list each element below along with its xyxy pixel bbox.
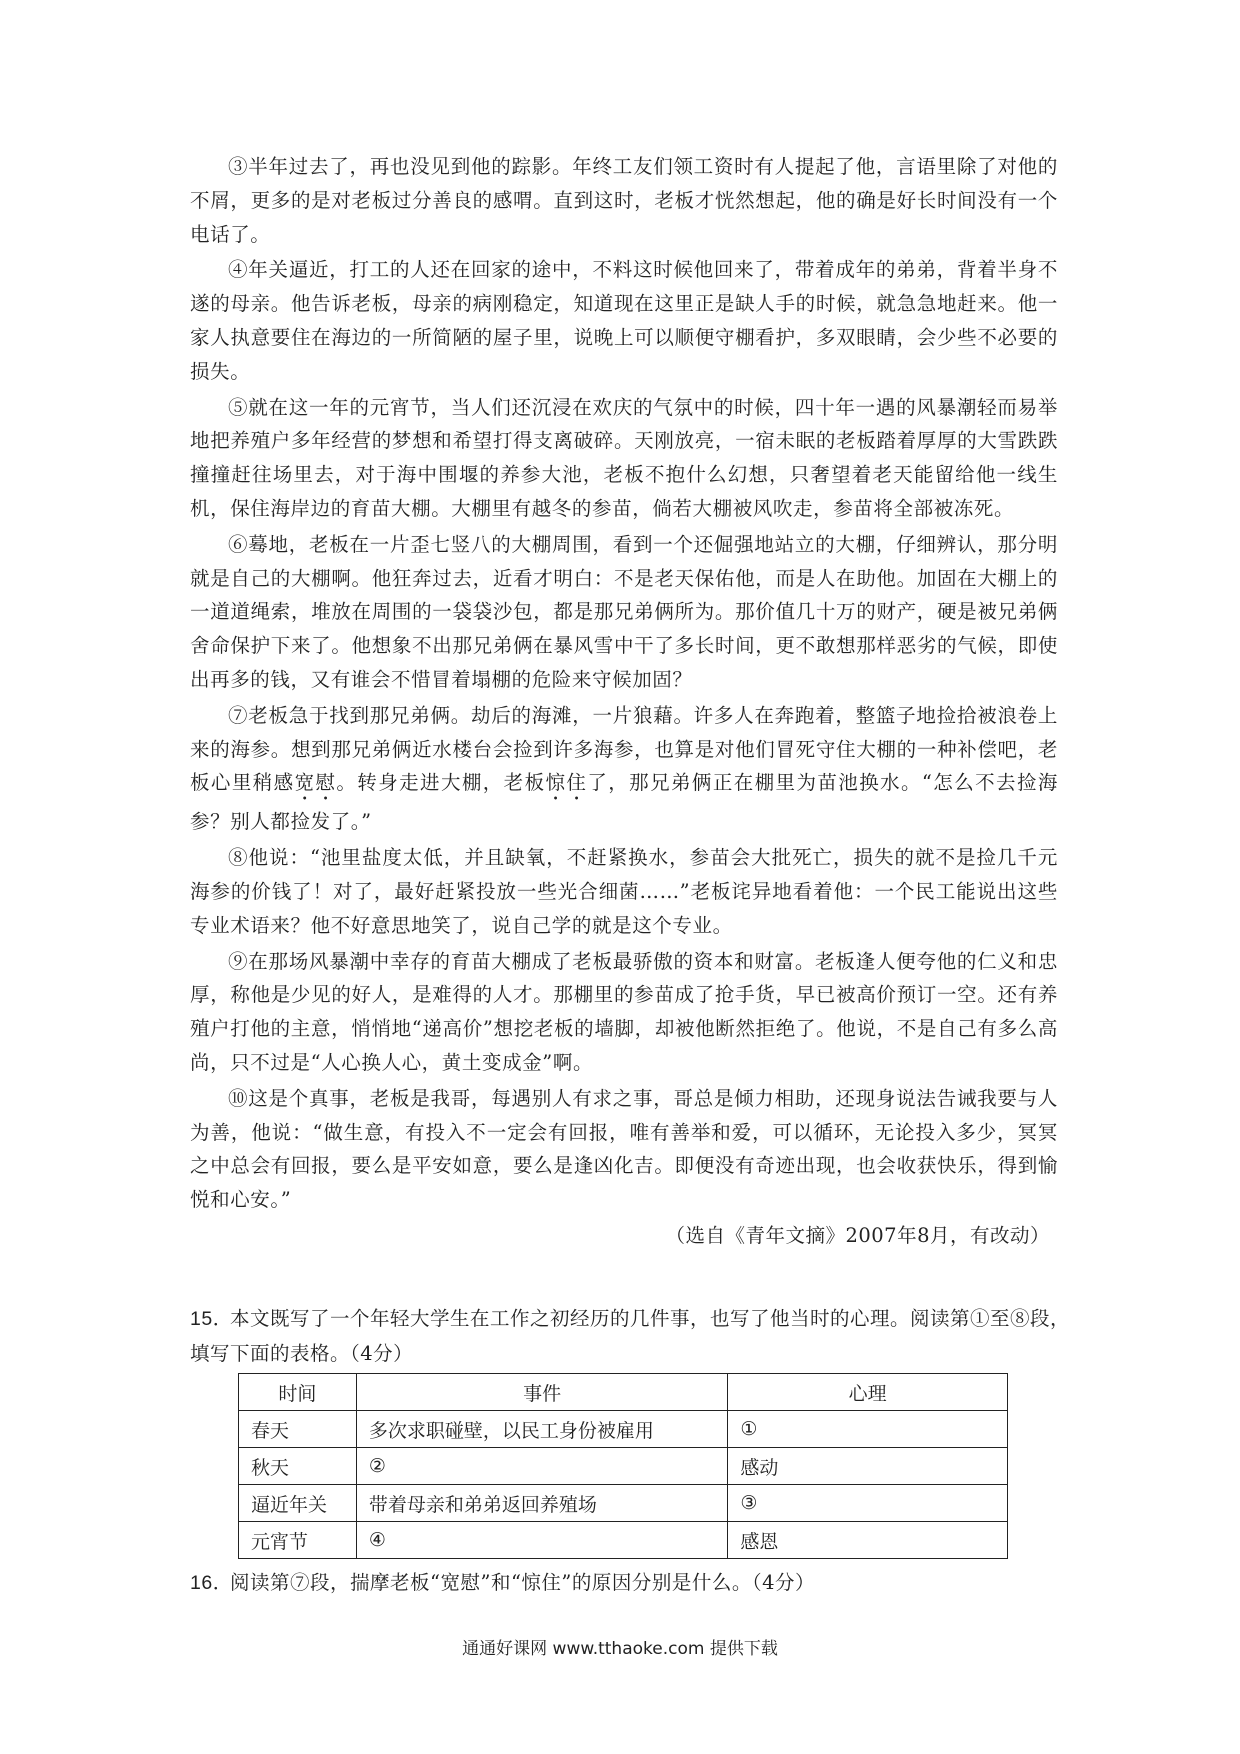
paragraph-6: ⑥蓦地，老板在一片歪七竖八的大棚周围，看到一个还倔强地站立的大棚，仔细辨认，那分明就是自己的大棚啊。他狂奔过去，近看才明白：不是老天保佑他，而是人在助他。加固在大棚上的一道道绳索，堆放在周围的一袋袋沙包，都是那兄弟俩所为。那价值几十万的财产，硬是被兄弟俩舍命保护下来了。他想象不出那兄弟俩在暴风雪中干了多长时间，更不敢想那样恶劣的气候，即使出再多的钱，又有谁会不惜冒着塌棚的危险来守候加固？ — [190, 532, 1058, 691]
question-15-number: 15． — [190, 1308, 233, 1330]
header-psychology: 心理 — [728, 1374, 1008, 1411]
paragraph-7 — [190, 699, 1058, 839]
question-16 — [190, 1566, 1070, 1601]
paragraph-5: ⑤就在这一年的元宵节，当人们还沉浸在欢庆的气氛中的时候，四十年一遇的风暴潮轻而易举地把养殖户多年经营的梦想和希望打得支离破碎。天刚放亮，一宿未眠的老板踏着厚厚的大雪跌跌撞撞赶往场里去，对于海中围堰的养参大池，老板不抱什么幻想，只奢望着老天能留给他一线生机，保住海岸边的育苗大棚。大棚里有越冬的参苗，倘若大棚被风吹走，参苗将全部被冻死。 — [190, 395, 1058, 520]
table-row — [239, 1411, 1008, 1448]
paragraph-4: ④年关逼近，打工的人还在回家的途中，不料这时候他回来了，带着成年的弟弟，背着半身不遂的母亲。他告诉老板，母亲的病刚稳定，知道现在这里正是缺人手的时候，就急急地赶来。他一家人执意要住在海边的一所简陋的屋子里，说晚上可以顺便守棚看护，多双眼睛，会少些不必要的损失。 — [190, 258, 1058, 383]
table-cell: 秋天 — [239, 1448, 357, 1485]
question-15 — [190, 1302, 1070, 1370]
paragraph-7-end: 了，那兄弟俩正在棚里为苗池换水。“怎么不去捡海参？别人都捡发了。” — [190, 771, 1058, 834]
emphasis-word-kuanwei: 宽慰 — [294, 771, 337, 795]
header-event: 事件 — [356, 1374, 728, 1411]
paragraph-8: ⑧他说：“池里盐度太低，并且缺氧，不赶紧换水，参苗会大批死亡，损失的就不是捡几千元海参的价钱了！对了，最好赶紧投放一些光合细菌……”老板诧异地看着他：一个民工能说出这些专业术语来？他不好意思地笑了，说自己学的就是这个专业。 — [190, 846, 1058, 937]
paragraph-7-start: ⑦老板急于找到那兄弟俩。劫后的海滩，一片狼藉。许多人在奔跑着，整篮子地捡拾被浪卷上来的海参。想到那兄弟俩近水楼台会捡到许多海参，也算是对他们冒死守住大棚的一种补偿吧，老板心里稍感 — [190, 703, 1058, 795]
table-cell: 春天 — [239, 1411, 357, 1448]
table-cell: 多次求职碰壁，以民工身份被雇用 — [356, 1411, 728, 1448]
header-time: 时间 — [239, 1374, 357, 1411]
question-16-text: 阅读第⑦段，揣摩老板“宽慰”和“惊住”的原因分别是什么。（4分） — [230, 1571, 816, 1594]
table-row — [239, 1485, 1008, 1522]
table-cell: ④ — [356, 1522, 728, 1559]
page-footer: 通通好课网 www.tthaoke.com 提供下载 — [462, 1639, 778, 1659]
source-citation: （选自《青年文摘》2007年8月，有改动） — [665, 1223, 1050, 1247]
table-cell: 带着母亲和弟弟返回养殖场 — [356, 1485, 728, 1522]
answer-table — [238, 1373, 1008, 1559]
paragraph-9: ⑨在那场风暴潮中幸存的育苗大棚成了老板最骄傲的资本和财富。老板逢人便夸他的仁义和忠厚，称他是少见的好人，是难得的人才。那棚里的参苗成了抢手货，早已被高价预订一空。还有养殖户打他的主意，悄悄地“递高价”想挖老板的墙脚，却被他断然拒绝了。他说，不是自己有多么高尚，只不过是“人心换人心，黄土变成金”啊。 — [190, 949, 1058, 1074]
table-cell: 逼近年关 — [239, 1485, 357, 1522]
emphasis-word-jingzhu: 惊住 — [545, 771, 588, 795]
table-cell: ① — [728, 1411, 1008, 1448]
paragraph-7-mid: 。转身走进大棚，老板 — [336, 771, 546, 795]
question-15-text: 本文既写了一个年轻大学生在工作之初经历的几件事，也写了他当时的心理。阅读第①至⑧段，填写下面的表格。（4分） — [190, 1307, 1071, 1365]
question-16-number: 16． — [190, 1572, 233, 1594]
table-cell: ③ — [728, 1485, 1008, 1522]
paragraph-10: ⑩这是个真事，老板是我哥，每遇别人有求之事，哥总是倾力相助，还现身说法告诫我要与人为善，他说：“做生意，有投入不一定会有回报，唯有善举和爱，可以循环，无论投入多少，冥冥之中总会有回报，要么是平安如意，要么是逢凶化吉。即便没有奇迹出现，也会收获快乐，得到愉悦和心安。” — [190, 1086, 1058, 1212]
table-row — [239, 1448, 1008, 1485]
table-cell: 感动 — [728, 1448, 1008, 1485]
reading-passage — [190, 150, 1058, 1253]
paragraph-3: ③半年过去了，再也没见到他的踪影。年终工友们领工资时有人提起了他，言语里除了对他的不屑，更多的是对老板过分善良的感喟。直到这时，老板才恍然想起，他的确是好长时间没有一个电话了。 — [190, 155, 1058, 246]
table-cell: 感恩 — [728, 1522, 1008, 1559]
table-row — [239, 1522, 1008, 1559]
table-header-row — [239, 1374, 1008, 1411]
table-cell: ② — [356, 1448, 728, 1485]
table-cell: 元宵节 — [239, 1522, 357, 1559]
